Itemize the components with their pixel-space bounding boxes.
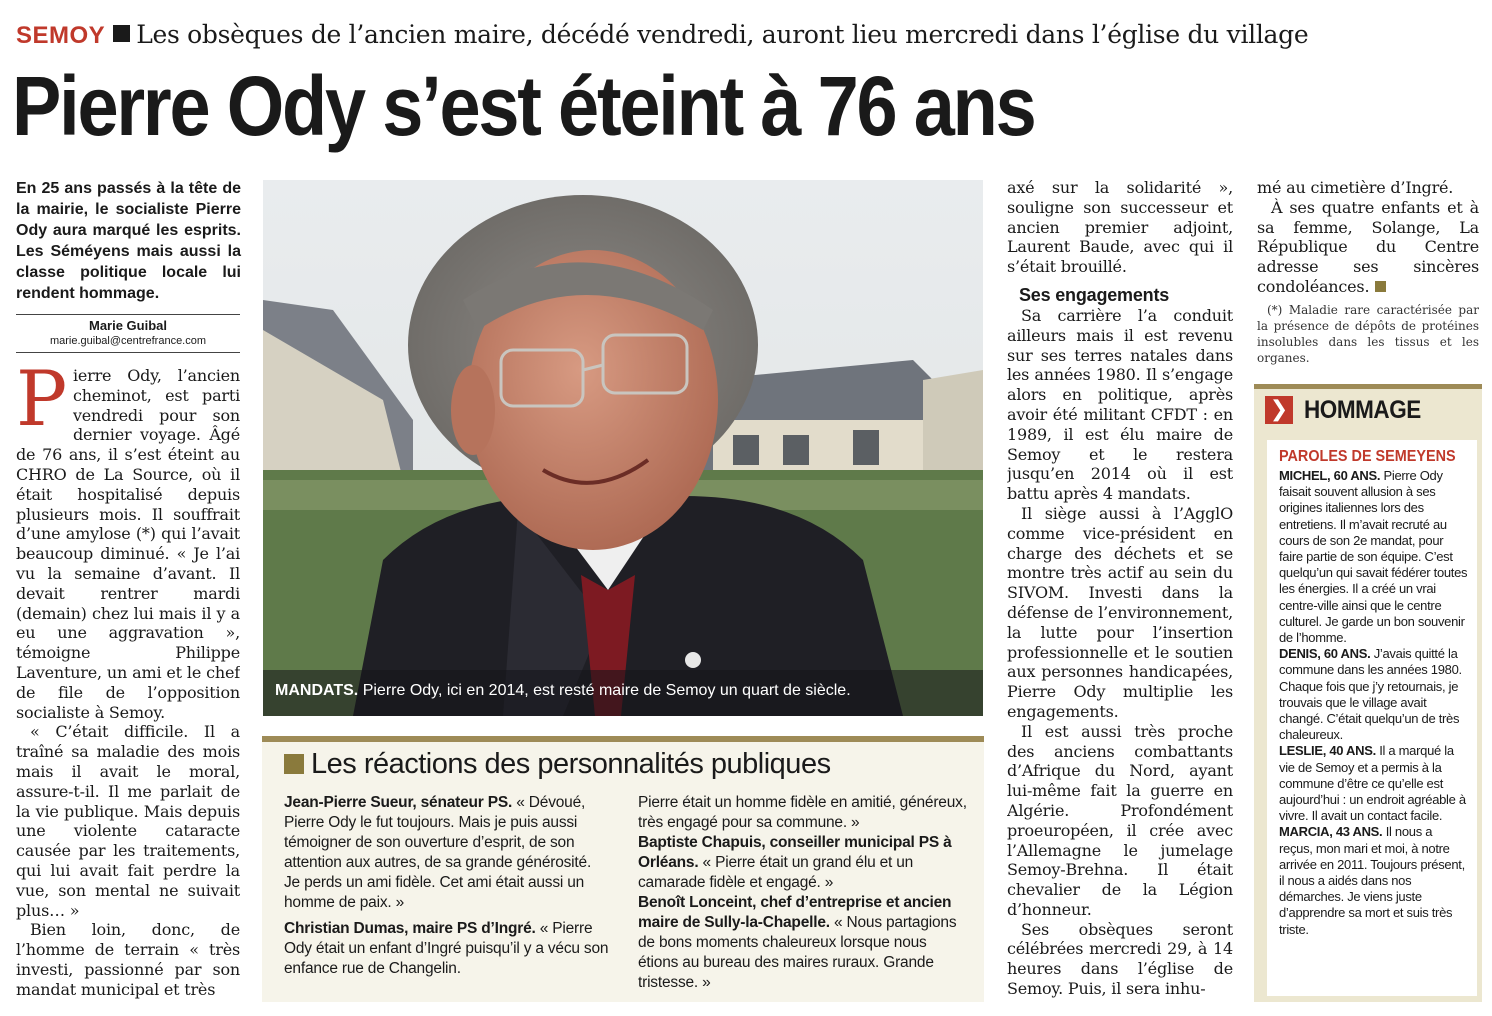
arrow-right-icon: ❯ [1265,396,1293,424]
chapo: En 25 ans passés à la tête de la mairie, le socialiste Pierre Ody aura marqué les esprits. Les Séméyens mais aussi la classe politique locale lui rendent hommage. [16,180,241,302]
reaction-item [284,793,610,913]
paragraph: Ses obsèques seront célébrées mercredi 29, à 14 heures dans l’église de Semoy. Puis, il sera inhu- [1007,919,1233,999]
dropcap: P [16,366,67,443]
article-column-3 [1007,178,1233,1008]
paragraph: mé au cimetière d’Ingré. [1257,178,1454,197]
footnote [1257,302,1479,366]
testimony-author: MICHEL, 60 ANS. [1279,468,1381,483]
testimony [1279,824,1469,937]
testimony-text: Il nous a reçus, mon mari et moi, à notre arrivée en 2011. Toujours présent, il nous a aidés dans nos démarches. Je viens juste d’apprendre sa mort et suis très triste. [1279,824,1465,937]
reaction-item [638,833,968,893]
paragraph: Il siège aussi à l’AgglO comme vice-président en charge des déchets et se montre très actif au sein du SIVOM. Investi dans la défense de l’environnement, la lutte pour l’insertion professionnelle et le soutien aux personnes handicapées, Pierre Ody multiplie les engagements. [1007,503,1233,721]
end-square-icon [1375,281,1386,292]
reactions-column-right [638,793,968,993]
footnote-text: (*) Maladie rare caractérisée par la présence de dépôts de protéines insolubles dans les tissus et les organes. [1257,303,1479,365]
testimony [1279,468,1469,646]
reaction-quote: « Pierre était un grand élu et un camarade fidèle et engagé. » [638,854,914,891]
place-label: SEMOY [16,22,106,49]
caption-label: MANDATS. [275,682,359,699]
article-column-4 [1257,178,1479,297]
caption-text: Pierre Ody, ici en 2014, est resté maire de Semoy un quart de siècle. [362,682,851,699]
kicker-square-icon [113,25,130,42]
testimony [1279,743,1469,824]
paragraph: Il est aussi très proche des anciens combattants d’Afrique du Nord, ayant lui-même fait la guerre en Algérie. Profondément proeuropéen, il crée avec l’Allemagne le jumelage Semoy-Brehna. Il était chevalier de la Légion d’honneur. [1007,721,1233,919]
reaction-quote: Pierre était un homme fidèle en amitié, généreux, très engagé pour sa commune. » [638,794,967,831]
testimony-text: J’avais quitté la commune dans les années 1980. Chaque fois que j’y retournais, je trouvais que le village avait changé. C’était quelqu’un de très chaleureux. [1279,646,1462,743]
author-email[interactable]: marie.guibal@centrefrance.com [49,335,207,347]
reaction-author: Christian Dumas, maire PS d’Ingré. [284,920,536,937]
paragraph: axé sur la solidarité », souligne son successeur et ancien premier adjoint, Laurent Baude, avec qui il s’était brouillé. [1007,178,1233,277]
paragraph: « C’était difficile. Il a traîné sa maladie des mois mais il avait le moral, assure-t-il. Il me parlait de la vie publique. Mais depuis une violente cataracte causée par les traitements, qui lui avait fait perdre la vue, son mental ne suivait plus… » [16,722,240,920]
paragraph-text: À ses quatre enfants et à sa femme, Solange, La République du Centre adresse ses sincères condoléances. [1257,197,1479,296]
paragraph: Sa carrière l’a conduit ailleurs mais il est revenu sur ses terres natales dans les années 1980. Il s’engage alors en politique, après avoir été militant CFDT : en 1989, il est élu maire de Semoy et le restera jusqu’en 2014 où il est battu après 4 mandats. [1007,305,1233,504]
reaction-author: Benoît Lonceint, chef d’entreprise et ancien maire de Sully-la-Chapelle. [638,894,952,931]
reactions-heading [284,748,831,781]
byline-divider [16,314,240,315]
author-name: Marie Guibal [88,318,168,333]
reaction-item [284,919,610,979]
reaction-quote: « Nous partagions de bons moments chaleureux lorsque nous étions au bureau des maires ruraux. Grande tristesse. » [638,914,957,991]
reactions-square-icon [284,754,304,774]
reaction-item [638,893,968,993]
paragraph: ierre Ody, l’ancien cheminot, est parti vendredi pour son dernier voyage. Âgé de 76 ans, il s’est éteint au CHRO de La Source, où il était hospitalisé depuis plusieurs mois. Il souffrait d’une amylose (*) qui l’avait beaucoup diminué. « Je l’ai vu la semaine d’avant. Il devait rentrer mardi (demain) chez lui mais il y a eu une aggravation », témoigne Philippe Laventure, un ami et le chef de file de l’opposition socialiste à Semoy. [16,366,240,722]
hommage-subtitle: PAROLES DE SEMEYENS [1279,448,1456,465]
portrait-photo [263,180,983,716]
testimony-text: Il a marqué la vie de Semoy et a permis à la commune d’être ce qu’elle est aujourd’hui : un endroit agréable à vivre. Il avait un contact facile. [1279,743,1466,824]
hommage-testimonies [1279,468,1469,938]
reaction-item [638,793,968,833]
testimony-author: MARCIA, 43 ANS. [1279,824,1383,840]
photo-caption [275,682,975,700]
reactions-column-left [284,793,610,979]
portrait-photo-illustration [263,180,983,716]
section-heading: Ses engagements [1019,284,1170,305]
paragraph: Bien loin, donc, de l’homme de terrain « très investi, passionné par son mandat municipal et très [16,920,240,999]
reactions-heading-text: Les réactions des personnalités publiques [311,748,831,780]
testimony-text: Pierre Ody faisait souvent allusion à ses origines italiennes lors des entretiens. Il m’avait recruté au cours de son 2e mandat, pour faire partie de son équipe. C’est quelqu’un qui savait fédérer toutes les énergies. Il a créé un vrai centre-ville ainsi que le centre culturel. Je garde un bon souvenir de l’homme. [1279,468,1468,646]
testimony [1279,646,1469,743]
testimony-author: DENIS, 60 ANS. [1279,646,1371,662]
reaction-quote: « Pierre Ody était un enfant d’Ingré puisqu’il y a vécu son enfance rue de Changelin. [284,920,609,977]
byline-divider-bottom [16,352,240,353]
reaction-quote: « Dévoué, Pierre Ody le fut toujours. Mais je puis aussi témoigner de son ouverture d’esprit, de son attention aux autres, de sa grande générosité. Je perds un ami fidèle. Cet ami était aussi un homme de paix. » [284,794,592,911]
testimony-author: LESLIE, 40 ANS. [1279,743,1376,759]
paragraph [1257,198,1479,297]
reaction-author: Jean-Pierre Sueur, sénateur PS. [284,794,513,811]
hommage-panel [1267,440,1477,996]
article-column-1 [16,366,240,1006]
kicker-text: Les obsèques de l’ancien maire, décédé vendredi, auront lieu mercredi dans l’église du village [136,20,1309,49]
reaction-author: Baptiste Chapuis, conseiller municipal PS à Orléans. [638,834,952,871]
hommage-title: HOMMAGE [1304,396,1421,424]
kicker [16,20,1308,60]
headline: Pierre Ody s’est éteint à 76 ans [12,59,1035,153]
